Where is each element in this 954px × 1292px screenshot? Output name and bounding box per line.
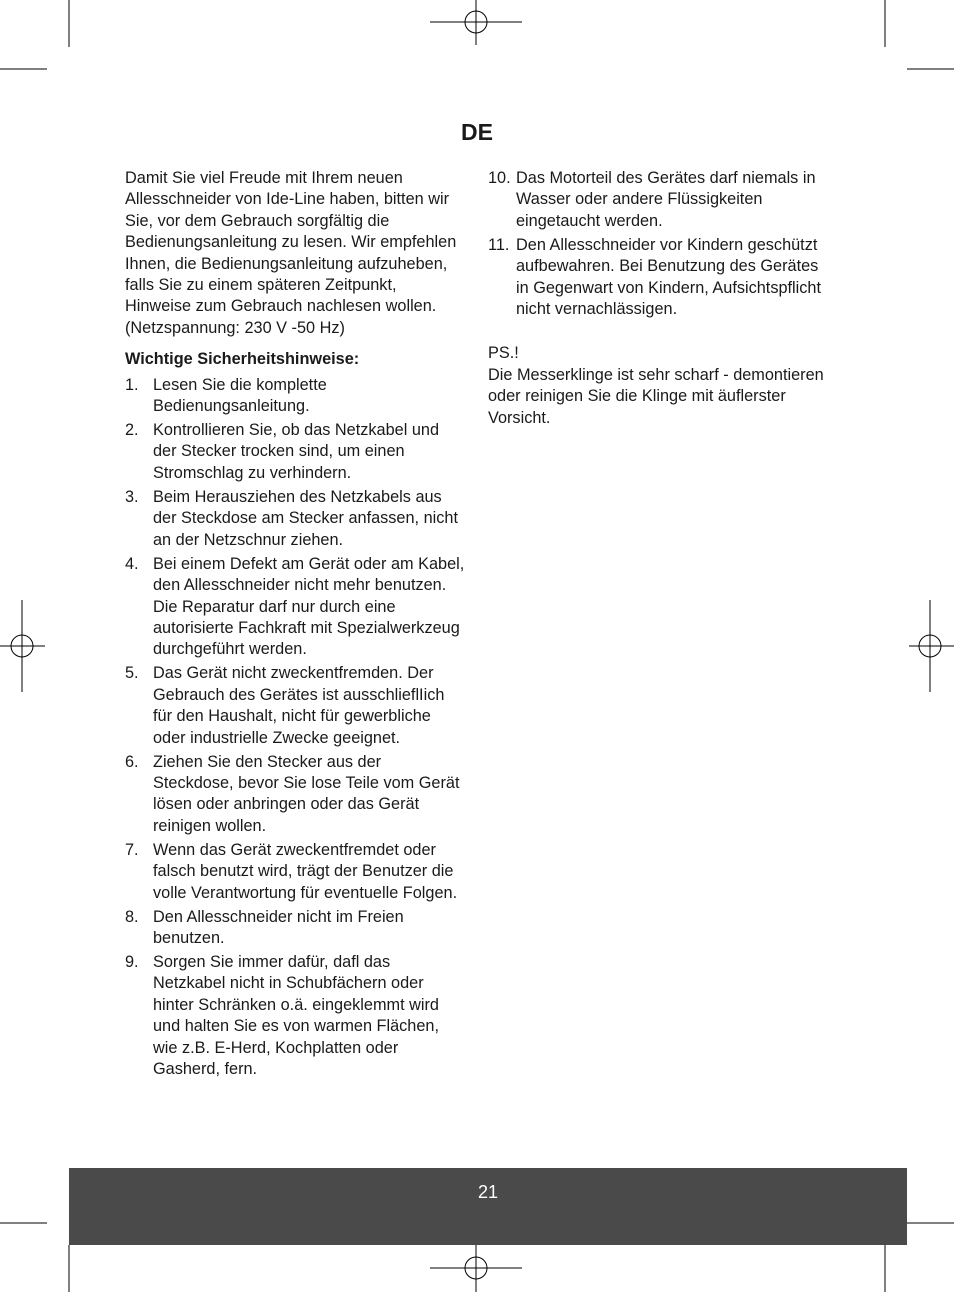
item-number: 6. — [125, 752, 139, 771]
item-number: 5. — [125, 664, 139, 683]
item-text: Beim Herausziehen des Netzkabels aus der Steckdose am Stecker anfassen, nicht an der Netzschnur ziehen. — [153, 487, 458, 549]
item-number: 8. — [125, 907, 139, 926]
item-text: Ziehen Sie den Stecker aus der Steckdose, bevor Sie lose Teile vom Gerät lösen oder anbringen oder das Gerät reinigen wollen. — [153, 752, 460, 835]
item-number: 2. — [125, 421, 139, 440]
list-item — [125, 952, 465, 1080]
list-item — [125, 487, 465, 551]
list-item — [125, 554, 465, 661]
item-number: 3. — [125, 487, 139, 506]
safety-list — [125, 375, 465, 1081]
list-item — [125, 752, 465, 838]
safety-list-continued — [488, 168, 833, 320]
list-item — [125, 420, 465, 484]
list-item — [125, 840, 465, 904]
item-number: 4. — [125, 554, 139, 573]
item-text: Sorgen Sie immer dafür, dafl das Netzkabel nicht in Schubfächern oder hinter Schränken o.ä. eingeklemmt wird und halten Sie es von warmen Flächen, wie z.B. E-Herd, Kochplatten oder Gasherd, fern. — [153, 952, 439, 1078]
voltage-note: (Netzspannung: 230 V -50 Hz) — [125, 318, 345, 337]
list-item — [125, 663, 465, 749]
item-number: 11. — [488, 235, 510, 254]
item-text: Lesen Sie die komplette Bedienungsanleitung. — [153, 375, 327, 416]
safety-heading: Wichtige Sicherheitshinweise: — [125, 350, 360, 369]
ps-label: PS.! — [488, 344, 519, 363]
page-number: 21 — [477, 1182, 499, 1202]
item-text: Kontrollieren Sie, ob das Netzkabel und der Stecker trocken sind, um einen Stromschlag zu verhindern. — [153, 421, 440, 482]
item-text: Den Allesschneider nicht im Freien benutzen. — [153, 907, 404, 947]
item-number: 7. — [125, 840, 139, 859]
left-column — [125, 168, 465, 1083]
ps-text: Die Messerklinge ist sehr scharf - demontieren oder reinigen Sie die Klinge mit äuflerster Vorsicht. — [488, 365, 824, 427]
list-item — [488, 235, 833, 321]
item-number: 1. — [125, 375, 139, 394]
item-number: 10. — [488, 169, 511, 187]
item-number: 9. — [125, 952, 139, 971]
item-text: Wenn das Gerät zweckentfremdet oder falsch benutzt wird, trägt der Benutzer die volle Verantwortung für eventuelle Folgen. — [153, 840, 458, 902]
item-text: Das Gerät nicht zweckentfremden. Der Gebrauch des Gerätes ist ausschlieflIich für den Haushalt, nicht für gewerbliche oder industrielle Zwecke geeignet. — [153, 664, 445, 747]
list-item — [488, 168, 833, 232]
language-heading: DE — [461, 119, 493, 145]
list-item — [125, 907, 465, 950]
intro-paragraph: Damit Sie viel Freude mit Ihrem neuen Allesschneider von Ide-Line haben, bitten wir Sie, vor dem Gebrauch sorgfältig die Bedienungsanleitung zu lesen. Wir empfehlen Ihnen, die Bedienungsanleitung aufzuheben, falls Sie zu einem späteren Zeitpunkt, Hinweise zum Gebrauch nachlesen wollen. — [125, 169, 457, 316]
item-text: Den Allesschneider vor Kindern geschützt aufbewahren. Bei Benutzung des Gerätes in Gegenwart von Kindern, Aufsichtspflicht nicht vernachlässigen. — [516, 235, 821, 319]
item-text: Das Motorteil des Gerätes darf niemals in Wasser oder andere Flüssigkeiten eingetaucht werden. — [516, 169, 816, 230]
footer-bar — [69, 1168, 907, 1245]
item-text: Bei einem Defekt am Gerät oder am Kabel, den Allesschneider nicht mehr benutzen. Die Reparatur darf nur durch eine autorisierte Fachkraft mit Spezialwerkzeug durchgeführt werden. — [153, 554, 465, 659]
ps-note — [488, 343, 833, 429]
list-item — [125, 375, 465, 418]
right-column — [488, 168, 833, 429]
